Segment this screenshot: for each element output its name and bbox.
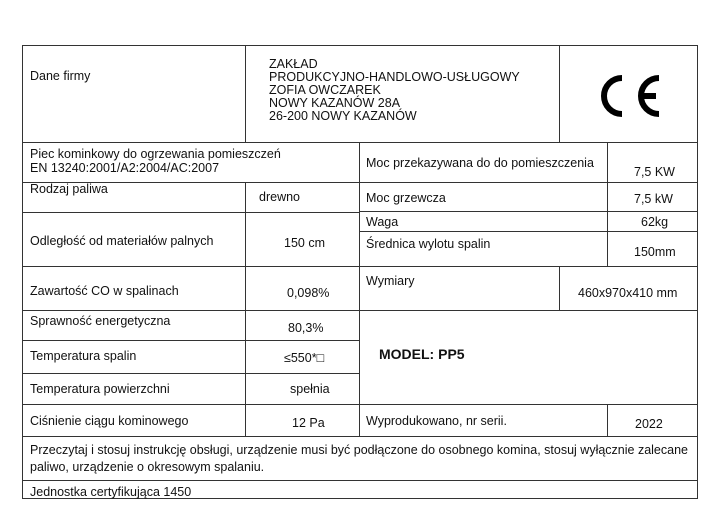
outlet-value: 150mm bbox=[634, 245, 676, 259]
co-value: 0,098% bbox=[287, 286, 330, 300]
ce-mark-icon bbox=[588, 68, 668, 124]
heat-power-label: Moc grzewcza bbox=[366, 191, 446, 205]
draft-value: 12 Pa bbox=[292, 416, 325, 430]
certification-text: Jednostka certyfikująca 1450 bbox=[30, 485, 192, 499]
company-label: Dane firmy bbox=[30, 69, 91, 83]
company-line-4: NOWY KAZANÓW 28A bbox=[269, 96, 401, 110]
company-line-5: 26-200 NOWY KAZANÓW bbox=[269, 109, 417, 123]
model-label: MODEL: PP5 bbox=[379, 346, 465, 362]
co-label: Zawartość CO w spalinach bbox=[30, 284, 179, 298]
weight-label: Waga bbox=[366, 215, 399, 229]
fuel-label: Rodzaj paliwa bbox=[30, 182, 108, 196]
surface-temp-value: spełnia bbox=[290, 382, 330, 396]
dimensions-value: 460x970x410 mm bbox=[578, 286, 678, 300]
room-power-label: Moc przekazywana do do pomieszczenia bbox=[366, 156, 594, 170]
company-line-3: ZOFIA OWCZAREK bbox=[269, 83, 381, 97]
heat-power-value: 7,5 kW bbox=[634, 192, 673, 206]
draft-label: Ciśnienie ciągu kominowego bbox=[30, 414, 189, 428]
efficiency-value: 80,3% bbox=[288, 321, 324, 335]
fuel-value: drewno bbox=[259, 190, 300, 204]
serial-value: 2022 bbox=[635, 417, 663, 431]
surface-temp-label: Temperatura powierzchni bbox=[30, 382, 170, 396]
weight-value: 62kg bbox=[641, 215, 669, 229]
product-line-2: EN 13240:2001/A2:2004/AC:2007 bbox=[30, 161, 220, 175]
efficiency-label: Sprawność energetyczna bbox=[30, 314, 171, 328]
room-power-value: 7,5 KW bbox=[634, 165, 675, 179]
product-line-1: Piec kominkowy do ogrzewania pomieszczeń bbox=[30, 147, 281, 161]
notice-line-2: paliwo, urządzenie o okresowym spalaniu. bbox=[30, 460, 265, 474]
outlet-label: Średnica wylotu spalin bbox=[366, 237, 491, 251]
company-line-2: PRODUKCYJNO-HANDLOWO-USŁUGOWY bbox=[269, 70, 520, 84]
flue-temp-value: ≤550*□ bbox=[284, 351, 325, 365]
company-line-1: ZAKŁAD bbox=[269, 57, 318, 71]
distance-value: 150 cm bbox=[284, 236, 325, 250]
dimensions-label: Wymiary bbox=[366, 274, 415, 288]
serial-label: Wyprodukowano, nr serii. bbox=[366, 414, 507, 428]
distance-label: Odległość od materiałów palnych bbox=[30, 234, 214, 248]
flue-temp-label: Temperatura spalin bbox=[30, 349, 137, 363]
notice-line-1: Przeczytaj i stosuj instrukcję obsługi, urządzenie musi być podłączone do osobnego komina, stosuj wyłącznie zalecane bbox=[30, 443, 688, 457]
